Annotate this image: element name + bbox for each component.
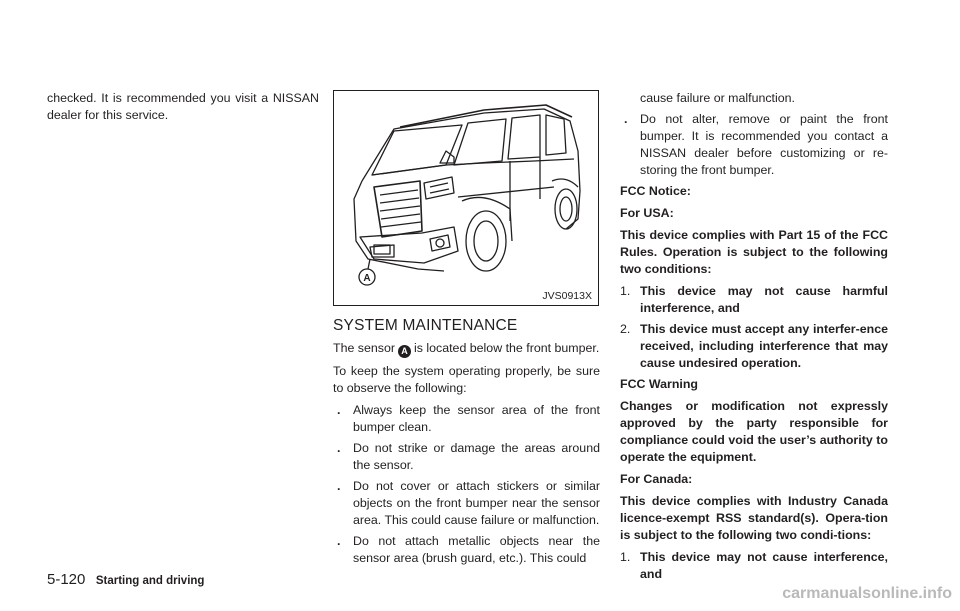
bullet-item — [333, 402, 600, 436]
item-number: 2. — [620, 322, 631, 336]
fcc-notice-heading: FCC Notice: — [620, 184, 691, 198]
section-title: Starting and driving — [95, 575, 205, 587]
bullet-glyph: . — [337, 534, 341, 548]
suv-drawing — [334, 91, 598, 305]
sensor-text-post: is located below the front bumper. — [413, 341, 600, 355]
watermark-logo: carmanualsonline.info — [782, 585, 952, 602]
bullet-glyph: . — [337, 441, 341, 455]
continued-paragraph: checked. It is recommended you visit a NISSAN dealer for this service. — [47, 91, 319, 122]
left-column — [47, 90, 319, 129]
bullet-item — [333, 478, 600, 529]
canada-compliance-text: This device complies with Industry Canada licence-exempt RSS standard(s). Opera-tion is subject to the following two condi-tions: — [620, 494, 888, 542]
sensor-location-paragraph — [333, 340, 600, 358]
bullet-item — [620, 111, 888, 179]
bullet-text: Do not strike or damage the areas around the sensor. — [353, 441, 600, 472]
bullet-text: Do not attach metallic objects near the sensor area (brush guard, etc.). This could — [353, 534, 600, 565]
figure-callout-a: A — [363, 273, 371, 284]
page-number: 5-120 — [47, 571, 86, 588]
vehicle-illustration — [333, 90, 599, 306]
for-canada-heading: For Canada: — [620, 472, 693, 486]
item-number: 1. — [620, 550, 631, 564]
usa-compliance-text: This device complies with Part 15 of the FCC Rules. Operation is subject to the following two conditions: — [620, 228, 888, 276]
usa-condition-1 — [620, 283, 888, 317]
fcc-warning-text: Changes or modification not expressly approved by the party responsible for compliance could void the user’s authority to operate the equipment. — [620, 399, 888, 464]
bullet-text: Always keep the sensor area of the front bumper clean. — [353, 403, 600, 434]
right-column — [620, 90, 888, 587]
canada-condition-1 — [620, 549, 888, 583]
intro-paragraph: To keep the system operating properly, be sure to observe the following: — [333, 364, 600, 395]
item-text: This device must accept any interfer-ence received, including interference that may cause undesired operation. — [640, 322, 888, 370]
bullet-text: Do not cover or attach stickers or similar objects on the front bumper near the sensor area. This could cause failure or malfunction. — [353, 479, 600, 527]
item-text: This device may not cause harmful interference, and — [640, 284, 888, 315]
bullet-item — [333, 440, 600, 474]
item-text: This device may not cause interference, and — [640, 550, 888, 581]
bullet-glyph: . — [624, 112, 628, 126]
bullet-glyph: . — [337, 479, 341, 493]
section-heading: SYSTEM MAINTENANCE — [333, 317, 518, 334]
page-footer — [47, 571, 204, 589]
bullet-glyph: . — [337, 403, 341, 417]
continued-bullet-text: cause failure or malfunction. — [640, 91, 795, 105]
usa-condition-2 — [620, 321, 888, 372]
sensor-callout-a-icon: A — [398, 345, 411, 358]
middle-column-body — [333, 340, 600, 571]
for-usa-heading: For USA: — [620, 206, 674, 220]
item-number: 1. — [620, 284, 631, 298]
fcc-warning-heading: FCC Warning — [620, 377, 699, 391]
figure-code: JVS0913X — [542, 290, 592, 302]
bullet-text: Do not alter, remove or paint the front bumper. It is recommended you contact a NISSAN dealer before customizing or re-storing the front bumper. — [640, 112, 888, 177]
bullet-item — [333, 533, 600, 567]
sensor-text-pre: The sensor — [333, 341, 395, 355]
